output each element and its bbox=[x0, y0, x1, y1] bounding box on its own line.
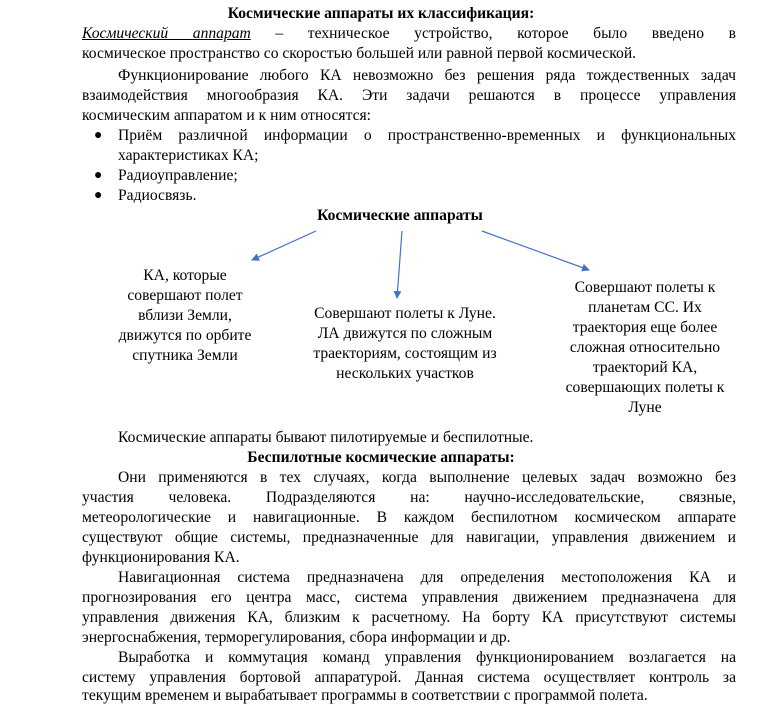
arrow-left bbox=[252, 231, 316, 260]
para1-line: космическим аппаратом и к ним относятся: bbox=[82, 107, 372, 124]
bullet-marker: ● bbox=[94, 168, 103, 183]
box-line: КА, которые bbox=[143, 267, 227, 284]
para2-line: существуют общие системы, предназначенные для навигации, управления движением и bbox=[82, 529, 736, 546]
definition-line-1 bbox=[82, 24, 736, 44]
box-line: вблизи Земли, bbox=[138, 307, 232, 324]
arrow-right bbox=[482, 231, 589, 270]
box-line: нескольких участков bbox=[336, 365, 474, 382]
box-line: совершающих полеты к bbox=[565, 379, 725, 396]
para1-line: Функционирование любого КА невозможно без решения ряда тождественных задач bbox=[118, 67, 736, 84]
bullet-marker: ● bbox=[94, 188, 103, 203]
unmanned-heading: Беспилотные космические аппараты: bbox=[247, 449, 515, 466]
definition-rest: – техническое устройство, которое было введено в bbox=[250, 25, 737, 42]
box-line: ЛА движутся по сложным bbox=[317, 325, 493, 342]
para2-line: метеорологические и навигационные. В каждом беспилотном космическом аппарате bbox=[82, 509, 736, 526]
box-line: траекториям, состоящим из bbox=[313, 345, 497, 362]
box-line: сложная относительно bbox=[569, 339, 721, 356]
definition-line-2: космическое пространство со скоростью большей или равной первой космической. bbox=[82, 45, 637, 62]
definition-term: Космический аппарат bbox=[82, 25, 251, 42]
box-line: движутся по орбите bbox=[118, 327, 252, 344]
para1-line: взаимодействия многообразия КА. Эти задачи решаются в процессе управления bbox=[82, 87, 736, 104]
para2-line: Они применяются в тех случаях, когда выполнение целевых задач возможно без bbox=[118, 469, 736, 486]
bullet-item-line: характеристиках КА; bbox=[118, 147, 259, 164]
para3-line: прогнозирования его центра масс, система управления движением предназначена для bbox=[82, 589, 736, 606]
para4-line: Выработка и коммутация команд управления функционированием возлагается на bbox=[118, 649, 736, 666]
diagram-box-near-earth bbox=[100, 266, 270, 366]
bullet-item-line: Радиоуправление; bbox=[118, 167, 238, 184]
box-line: совершают полет bbox=[127, 287, 243, 304]
para4-line: систему управления бортовой аппаратурой. Данная система осуществляет контроль за bbox=[82, 669, 736, 686]
box-line: Совершают полеты к Луне. bbox=[314, 305, 496, 322]
para3-line: управления движения КА, близким к расчетному. На борту КА присутствуют системы bbox=[82, 609, 736, 626]
arrow-middle bbox=[397, 231, 402, 298]
diagram-box-moon bbox=[295, 304, 515, 384]
bullet-item-line: Радиосвязь. bbox=[118, 187, 197, 204]
box-line: Луне bbox=[628, 399, 662, 416]
diagram-box-planets bbox=[550, 278, 740, 418]
para2-line: участия человека. Подразделяются на: научно-исследовательские, связные, bbox=[82, 489, 736, 506]
box-line: планетам СС. Их bbox=[588, 299, 702, 316]
bullet-marker: ● bbox=[94, 128, 103, 143]
box-line: Совершают полеты к bbox=[574, 279, 716, 296]
para2-line: функционирования КА. bbox=[82, 549, 240, 566]
para4-line: текущим временем и вырабатывает программы в соответствии с программой полета. bbox=[82, 687, 648, 704]
bullet-item-line: Приём различной информации о пространственно-временных и функциональных bbox=[118, 127, 736, 144]
para3-line: Навигационная система предназначена для определения местоположения КА и bbox=[118, 569, 736, 586]
para3-line: энергоснабжения, терморегулирования, сбора информации и др. bbox=[82, 629, 511, 646]
box-line: траекторий КА, bbox=[592, 359, 698, 376]
box-line: траектория еще более bbox=[572, 319, 718, 336]
types-line: Космические аппараты бывают пилотируемые и беспилотные. bbox=[118, 429, 534, 446]
diagram-root-label: Космические аппараты bbox=[317, 207, 483, 224]
document-title: Космические аппараты их классификация: bbox=[227, 5, 535, 22]
box-line: спутника Земли bbox=[132, 347, 238, 364]
